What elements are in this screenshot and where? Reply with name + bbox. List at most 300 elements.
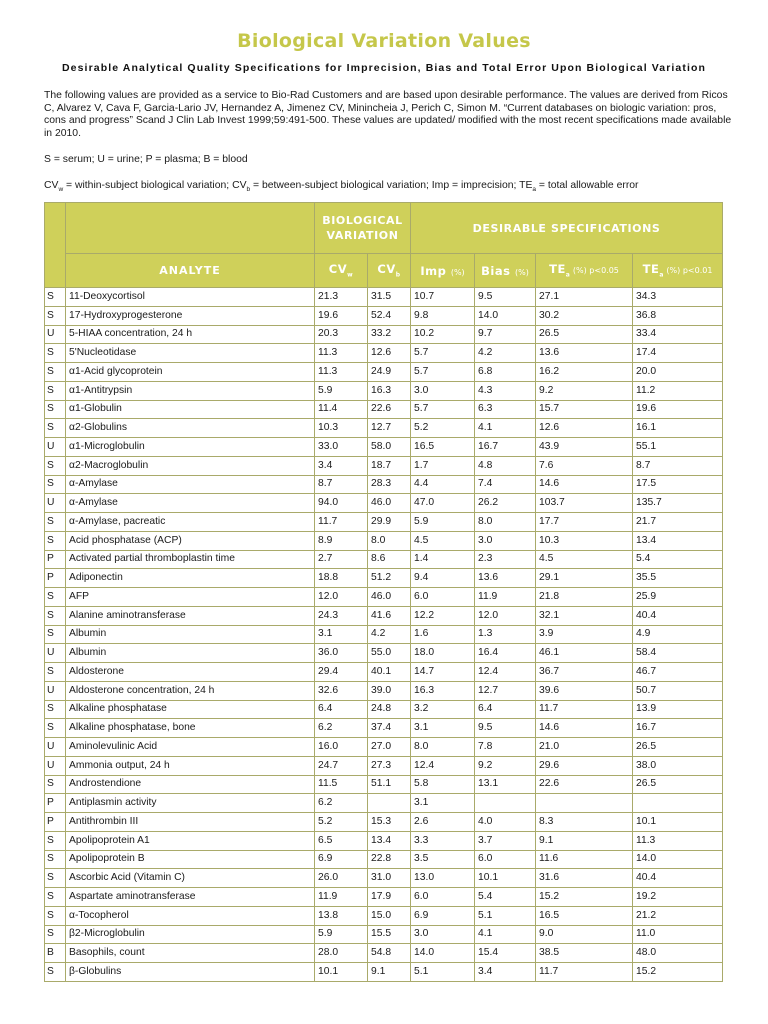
bias-cell: 9.5 <box>475 719 536 738</box>
te-p001-cell: 20.0 <box>633 363 723 382</box>
imprecision-cell: 6.9 <box>411 906 475 925</box>
cvw-cell: 19.6 <box>315 306 368 325</box>
analyte-cell: α1-Acid glycoprotein <box>66 363 315 382</box>
sample-type-cell: S <box>45 531 66 550</box>
analyte-cell: AFP <box>66 588 315 607</box>
bias-cell: 9.7 <box>475 325 536 344</box>
bias-cell: 6.4 <box>475 700 536 719</box>
cvb-cell <box>368 794 411 813</box>
analyte-cell: Antiplasmin activity <box>66 794 315 813</box>
imprecision-cell: 3.3 <box>411 831 475 850</box>
te-p001-cell: 19.6 <box>633 400 723 419</box>
table-row <box>45 738 723 757</box>
cvw-cell: 28.0 <box>315 944 368 963</box>
te-p001-cell: 55.1 <box>633 438 723 457</box>
analyte-cell: α2-Globulins <box>66 419 315 438</box>
sample-type-cell: S <box>45 869 66 888</box>
cvb-cell: 46.0 <box>368 494 411 513</box>
te-p005-cell: 15.7 <box>536 400 633 419</box>
imprecision-cell: 16.3 <box>411 681 475 700</box>
cvw-cell: 11.5 <box>315 775 368 794</box>
te-p001-cell: 8.7 <box>633 456 723 475</box>
biological-variation-header: BIOLOGICAL VARIATION <box>315 203 411 254</box>
bias-cell <box>475 794 536 813</box>
analyte-cell: β-Globulins <box>66 963 315 982</box>
te-p001-cell: 13.9 <box>633 700 723 719</box>
cvb-cell: 27.0 <box>368 738 411 757</box>
sample-type-cell: S <box>45 719 66 738</box>
imprecision-cell: 16.5 <box>411 438 475 457</box>
sample-type-cell: U <box>45 438 66 457</box>
bias-cell: 16.7 <box>475 438 536 457</box>
sample-type-cell: S <box>45 850 66 869</box>
cvb-cell: 24.8 <box>368 700 411 719</box>
te-p001-cell: 5.4 <box>633 550 723 569</box>
table-row <box>45 813 723 832</box>
table-row <box>45 494 723 513</box>
imprecision-cell: 5.7 <box>411 363 475 382</box>
cvw-cell: 10.3 <box>315 419 368 438</box>
te-p001-cell <box>633 794 723 813</box>
cvw-cell: 5.9 <box>315 381 368 400</box>
desirable-specifications-header: DESIRABLE SPECIFICATIONS <box>411 203 723 254</box>
te-p001-cell: 21.2 <box>633 906 723 925</box>
table-row <box>45 756 723 775</box>
imprecision-cell: 12.4 <box>411 756 475 775</box>
cvb-cell: 12.6 <box>368 344 411 363</box>
table-row <box>45 831 723 850</box>
cvb-cell: 8.0 <box>368 531 411 550</box>
imprecision-cell: 3.0 <box>411 381 475 400</box>
analyte-cell: Basophils, count <box>66 944 315 963</box>
te-p005-cell: 27.1 <box>536 288 633 307</box>
table-row <box>45 513 723 532</box>
analyte-cell: α-Amylase, pacreatic <box>66 513 315 532</box>
sample-type-cell: S <box>45 888 66 907</box>
table-body <box>45 288 723 982</box>
abbreviation-legend <box>44 180 639 193</box>
sample-type-cell: U <box>45 738 66 757</box>
imprecision-cell: 3.1 <box>411 794 475 813</box>
cvw-cell: 24.7 <box>315 756 368 775</box>
page-subtitle: Desirable Analytical Quality Specifications for Imprecision, Bias and Total Error Upon Biological Variation <box>62 62 706 74</box>
analyte-cell: Adiponectin <box>66 569 315 588</box>
cvb-cell: 40.1 <box>368 663 411 682</box>
imprecision-cell: 1.4 <box>411 550 475 569</box>
analyte-cell: Alanine aminotransferase <box>66 606 315 625</box>
bias-cell: 6.8 <box>475 363 536 382</box>
bias-cell: 4.1 <box>475 419 536 438</box>
cvb-header: $CV_b$ <box>368 254 411 288</box>
cvw-cell: 2.7 <box>315 550 368 569</box>
table-row <box>45 944 723 963</box>
analyte-cell: 5'Nucleotidase <box>66 344 315 363</box>
imprecision-cell: 9.8 <box>411 306 475 325</box>
sample-type-cell: S <box>45 625 66 644</box>
cvw-cell: 26.0 <box>315 869 368 888</box>
te-p005-cell: 11.7 <box>536 963 633 982</box>
table-row <box>45 888 723 907</box>
te-p005-cell: 11.7 <box>536 700 633 719</box>
imprecision-cell: 5.7 <box>411 344 475 363</box>
table-row <box>45 550 723 569</box>
bias-cell: 3.4 <box>475 963 536 982</box>
cvb-cell: 15.3 <box>368 813 411 832</box>
table-row <box>45 531 723 550</box>
te-p005-cell: 30.2 <box>536 306 633 325</box>
sample-type-cell: S <box>45 663 66 682</box>
imprecision-cell: 5.8 <box>411 775 475 794</box>
te-p005-cell: 10.3 <box>536 531 633 550</box>
te-p001-cell: 58.4 <box>633 644 723 663</box>
cvb-cell: 22.6 <box>368 400 411 419</box>
te-p005-cell: 103.7 <box>536 494 633 513</box>
cvb-cell: 27.3 <box>368 756 411 775</box>
analyte-cell: Albumin <box>66 625 315 644</box>
sample-type-cell: U <box>45 644 66 663</box>
analyte-header: ANALYTE <box>66 254 315 288</box>
table-row <box>45 288 723 307</box>
te-p005-header: $TE_a$ (%) p<0.05 <box>536 254 633 288</box>
bias-cell: 9.5 <box>475 288 536 307</box>
te-p001-cell: 38.0 <box>633 756 723 775</box>
cv-label: CV <box>44 180 59 191</box>
table-row <box>45 644 723 663</box>
table-row <box>45 663 723 682</box>
cvb-cell: 8.6 <box>368 550 411 569</box>
bias-cell: 13.6 <box>475 569 536 588</box>
sample-type-cell: P <box>45 550 66 569</box>
te-p005-cell: 16.2 <box>536 363 633 382</box>
imprecision-cell: 18.0 <box>411 644 475 663</box>
cvb-cell: 4.2 <box>368 625 411 644</box>
table-row <box>45 850 723 869</box>
analyte-cell: Aldosterone <box>66 663 315 682</box>
cvb-cell: 55.0 <box>368 644 411 663</box>
imprecision-cell: 12.2 <box>411 606 475 625</box>
cvb-cell: 31.0 <box>368 869 411 888</box>
imprecision-cell: 3.2 <box>411 700 475 719</box>
sample-type-cell: P <box>45 794 66 813</box>
sample-type-cell: S <box>45 306 66 325</box>
analyte-cell: Ascorbic Acid (Vitamin C) <box>66 869 315 888</box>
te-p005-cell: 9.1 <box>536 831 633 850</box>
cvb-cell: 37.4 <box>368 719 411 738</box>
cvw-subscript: w <box>58 186 64 194</box>
analyte-cell: Androstendione <box>66 775 315 794</box>
bias-cell: 12.7 <box>475 681 536 700</box>
te-p005-cell: 8.3 <box>536 813 633 832</box>
imprecision-cell: 14.0 <box>411 944 475 963</box>
cvb-cell: 22.8 <box>368 850 411 869</box>
cvw-cell: 24.3 <box>315 606 368 625</box>
intro-paragraph: The following values are provided as a service to Bio-Rad Customers and are based upon desirable performance. The values are derived from Ricos C, Alvarez V, Cava F, Garcia-Lario JV, Hernandez A, Jimenez CV, Minincheia J, Perich C, Simon M. “Current databases on biologic variation: pros, cons and progress” Scand J Clin Lab Invest 1999;59:491-500. These values are updated/ modified with the most recent specifications made available in 2010. <box>44 90 732 139</box>
analyte-header-top <box>66 203 315 254</box>
cvb-cell: 15.0 <box>368 906 411 925</box>
cvw-cell: 8.9 <box>315 531 368 550</box>
te-p005-cell: 14.6 <box>536 719 633 738</box>
cvw-cell: 12.0 <box>315 588 368 607</box>
te-p001-cell: 40.4 <box>633 869 723 888</box>
te-p001-cell: 48.0 <box>633 944 723 963</box>
table-row <box>45 625 723 644</box>
te-p005-cell: 15.2 <box>536 888 633 907</box>
table-row <box>45 606 723 625</box>
sample-type-cell: S <box>45 475 66 494</box>
cvw-cell: 5.2 <box>315 813 368 832</box>
analyte-cell: Acid phosphatase (ACP) <box>66 531 315 550</box>
te-p005-cell: 11.6 <box>536 850 633 869</box>
analyte-cell: Aminolevulinic Acid <box>66 738 315 757</box>
sample-type-cell: S <box>45 456 66 475</box>
sample-type-cell: S <box>45 588 66 607</box>
cvb-definition: = between-subject biological variation; Imp = imprecision; <box>250 180 520 191</box>
sample-type-cell: B <box>45 944 66 963</box>
table-row <box>45 719 723 738</box>
bias-cell: 4.0 <box>475 813 536 832</box>
te-p001-cell: 46.7 <box>633 663 723 682</box>
bias-cell: 5.1 <box>475 906 536 925</box>
te-p005-cell: 39.6 <box>536 681 633 700</box>
analyte-cell: α1-Antitrypsin <box>66 381 315 400</box>
imprecision-cell: 6.0 <box>411 888 475 907</box>
cvb-subscript: b <box>246 186 251 194</box>
te-p001-cell: 26.5 <box>633 775 723 794</box>
analyte-cell: α-Amylase <box>66 475 315 494</box>
cvw-cell: 11.9 <box>315 888 368 907</box>
te-p005-cell: 14.6 <box>536 475 633 494</box>
page-title: Biological Variation Values <box>237 30 531 52</box>
analyte-cell: Activated partial thromboplastin time <box>66 550 315 569</box>
te-p001-cell: 17.5 <box>633 475 723 494</box>
te-p005-cell: 9.0 <box>536 925 633 944</box>
table-row <box>45 306 723 325</box>
cvw-cell: 6.5 <box>315 831 368 850</box>
imprecision-cell: 2.6 <box>411 813 475 832</box>
cvw-cell: 10.1 <box>315 963 368 982</box>
te-p005-cell: 3.9 <box>536 625 633 644</box>
bias-cell: 26.2 <box>475 494 536 513</box>
sample-type-cell: U <box>45 494 66 513</box>
imprecision-cell: 1.6 <box>411 625 475 644</box>
analyte-cell: β2-Microglobulin <box>66 925 315 944</box>
cvw-cell: 11.3 <box>315 363 368 382</box>
cvw-cell: 11.7 <box>315 513 368 532</box>
te-p001-cell: 35.5 <box>633 569 723 588</box>
te-p005-cell: 31.6 <box>536 869 633 888</box>
table-row <box>45 588 723 607</box>
analyte-cell: α-Amylase <box>66 494 315 513</box>
te-p005-cell: 38.5 <box>536 944 633 963</box>
te-subscript: a <box>532 186 536 194</box>
bias-cell: 9.2 <box>475 756 536 775</box>
cvw-header: $CV_w$ <box>315 254 368 288</box>
te-p001-cell: 15.2 <box>633 963 723 982</box>
cvw-cell: 36.0 <box>315 644 368 663</box>
imprecision-cell: 10.7 <box>411 288 475 307</box>
cvw-cell: 5.9 <box>315 925 368 944</box>
table-row <box>45 475 723 494</box>
sample-type-cell: S <box>45 906 66 925</box>
sample-type-cell: S <box>45 700 66 719</box>
te-p001-cell: 10.1 <box>633 813 723 832</box>
analyte-cell: Aspartate aminotransferase <box>66 888 315 907</box>
te-label: TE <box>519 180 533 191</box>
te-p005-cell: 12.6 <box>536 419 633 438</box>
bias-cell: 4.8 <box>475 456 536 475</box>
cvw-cell: 11.4 <box>315 400 368 419</box>
bias-cell: 15.4 <box>475 944 536 963</box>
te-p005-cell: 46.1 <box>536 644 633 663</box>
cvw-cell: 6.4 <box>315 700 368 719</box>
table-row <box>45 456 723 475</box>
bias-cell: 12.4 <box>475 663 536 682</box>
analyte-cell: α-Tocopherol <box>66 906 315 925</box>
bias-cell: 7.8 <box>475 738 536 757</box>
cvb-cell: 51.2 <box>368 569 411 588</box>
cvw-cell: 8.7 <box>315 475 368 494</box>
imprecision-cell: 3.1 <box>411 719 475 738</box>
te-p001-cell: 34.3 <box>633 288 723 307</box>
cvw-cell: 6.2 <box>315 719 368 738</box>
bias-cell: 7.4 <box>475 475 536 494</box>
imprecision-cell: 3.0 <box>411 925 475 944</box>
te-p001-cell: 17.4 <box>633 344 723 363</box>
analyte-cell: Aldosterone concentration, 24 h <box>66 681 315 700</box>
table-row <box>45 363 723 382</box>
analyte-cell: Apolipoprotein B <box>66 850 315 869</box>
bias-cell: 3.7 <box>475 831 536 850</box>
imprecision-cell: 5.2 <box>411 419 475 438</box>
cvb-cell: 9.1 <box>368 963 411 982</box>
imprecision-cell: 47.0 <box>411 494 475 513</box>
imprecision-cell: 9.4 <box>411 569 475 588</box>
bias-cell: 13.1 <box>475 775 536 794</box>
analyte-cell: Alkaline phosphatase <box>66 700 315 719</box>
cvb-cell: 17.9 <box>368 888 411 907</box>
sample-type-cell: S <box>45 963 66 982</box>
cvw-cell: 21.3 <box>315 288 368 307</box>
sample-type-legend: S = serum; U = urine; P = plasma; B = blood <box>44 154 248 165</box>
te-p001-cell: 135.7 <box>633 494 723 513</box>
cvw-cell: 6.2 <box>315 794 368 813</box>
sample-type-cell: S <box>45 363 66 382</box>
table-row <box>45 794 723 813</box>
table-row <box>45 419 723 438</box>
te-p001-cell: 14.0 <box>633 850 723 869</box>
cvb-cell: 33.2 <box>368 325 411 344</box>
analyte-cell: 17-Hydroxyprogesterone <box>66 306 315 325</box>
cv-label: CV <box>232 180 247 191</box>
table-row <box>45 681 723 700</box>
bias-cell: 4.3 <box>475 381 536 400</box>
te-p005-cell: 13.6 <box>536 344 633 363</box>
biological-variation-table <box>44 202 723 982</box>
imprecision-cell: 14.7 <box>411 663 475 682</box>
te-p001-cell: 25.9 <box>633 588 723 607</box>
imprecision-cell: 5.1 <box>411 963 475 982</box>
analyte-cell: 11-Deoxycortisol <box>66 288 315 307</box>
cvw-cell: 32.6 <box>315 681 368 700</box>
bias-cell: 4.1 <box>475 925 536 944</box>
bias-cell: 3.0 <box>475 531 536 550</box>
cvw-cell: 29.4 <box>315 663 368 682</box>
sample-type-cell: S <box>45 381 66 400</box>
bias-header: Bias (%) <box>475 254 536 288</box>
bias-cell: 8.0 <box>475 513 536 532</box>
sample-type-cell: S <box>45 400 66 419</box>
cvw-definition: = within-subject biological variation; <box>63 180 233 191</box>
cvb-cell: 13.4 <box>368 831 411 850</box>
cvw-cell: 11.3 <box>315 344 368 363</box>
imprecision-cell: 5.9 <box>411 513 475 532</box>
te-p005-cell: 43.9 <box>536 438 633 457</box>
te-p005-cell: 29.6 <box>536 756 633 775</box>
analyte-cell: 5-HIAA concentration, 24 h <box>66 325 315 344</box>
sample-type-cell: S <box>45 606 66 625</box>
bias-cell: 10.1 <box>475 869 536 888</box>
cvw-cell: 20.3 <box>315 325 368 344</box>
table-row <box>45 344 723 363</box>
imprecision-cell: 3.5 <box>411 850 475 869</box>
table-row <box>45 381 723 400</box>
cvb-cell: 15.5 <box>368 925 411 944</box>
te-p001-cell: 13.4 <box>633 531 723 550</box>
sample-type-cell: U <box>45 681 66 700</box>
imprecision-cell: 10.2 <box>411 325 475 344</box>
table-row <box>45 438 723 457</box>
table-row <box>45 325 723 344</box>
cvb-cell: 16.3 <box>368 381 411 400</box>
te-p001-cell: 11.3 <box>633 831 723 850</box>
te-p001-cell: 11.0 <box>633 925 723 944</box>
bias-cell: 1.3 <box>475 625 536 644</box>
sample-type-cell: S <box>45 925 66 944</box>
table-row <box>45 963 723 982</box>
te-p005-cell: 9.2 <box>536 381 633 400</box>
bias-cell: 14.0 <box>475 306 536 325</box>
te-p001-cell: 26.5 <box>633 738 723 757</box>
te-p001-cell: 50.7 <box>633 681 723 700</box>
table-row <box>45 906 723 925</box>
te-p005-cell: 36.7 <box>536 663 633 682</box>
cvb-cell: 28.3 <box>368 475 411 494</box>
bias-cell: 2.3 <box>475 550 536 569</box>
sample-type-cell: S <box>45 419 66 438</box>
te-p005-cell: 29.1 <box>536 569 633 588</box>
cvw-cell: 16.0 <box>315 738 368 757</box>
sample-type-cell: S <box>45 831 66 850</box>
cvb-cell: 41.6 <box>368 606 411 625</box>
imprecision-cell: 1.7 <box>411 456 475 475</box>
te-p005-cell: 4.5 <box>536 550 633 569</box>
bias-cell: 5.4 <box>475 888 536 907</box>
te-p001-cell: 16.7 <box>633 719 723 738</box>
sample-type-cell: P <box>45 813 66 832</box>
cvw-cell: 3.4 <box>315 456 368 475</box>
te-p005-cell: 17.7 <box>536 513 633 532</box>
imprecision-cell: 6.0 <box>411 588 475 607</box>
bias-cell: 4.2 <box>475 344 536 363</box>
analyte-cell: Alkaline phosphatase, bone <box>66 719 315 738</box>
table-row <box>45 400 723 419</box>
imprecision-header: Imp (%) <box>411 254 475 288</box>
cvb-cell: 51.1 <box>368 775 411 794</box>
sample-type-header <box>45 203 66 288</box>
sample-type-cell: S <box>45 513 66 532</box>
cvb-cell: 46.0 <box>368 588 411 607</box>
cvb-cell: 31.5 <box>368 288 411 307</box>
